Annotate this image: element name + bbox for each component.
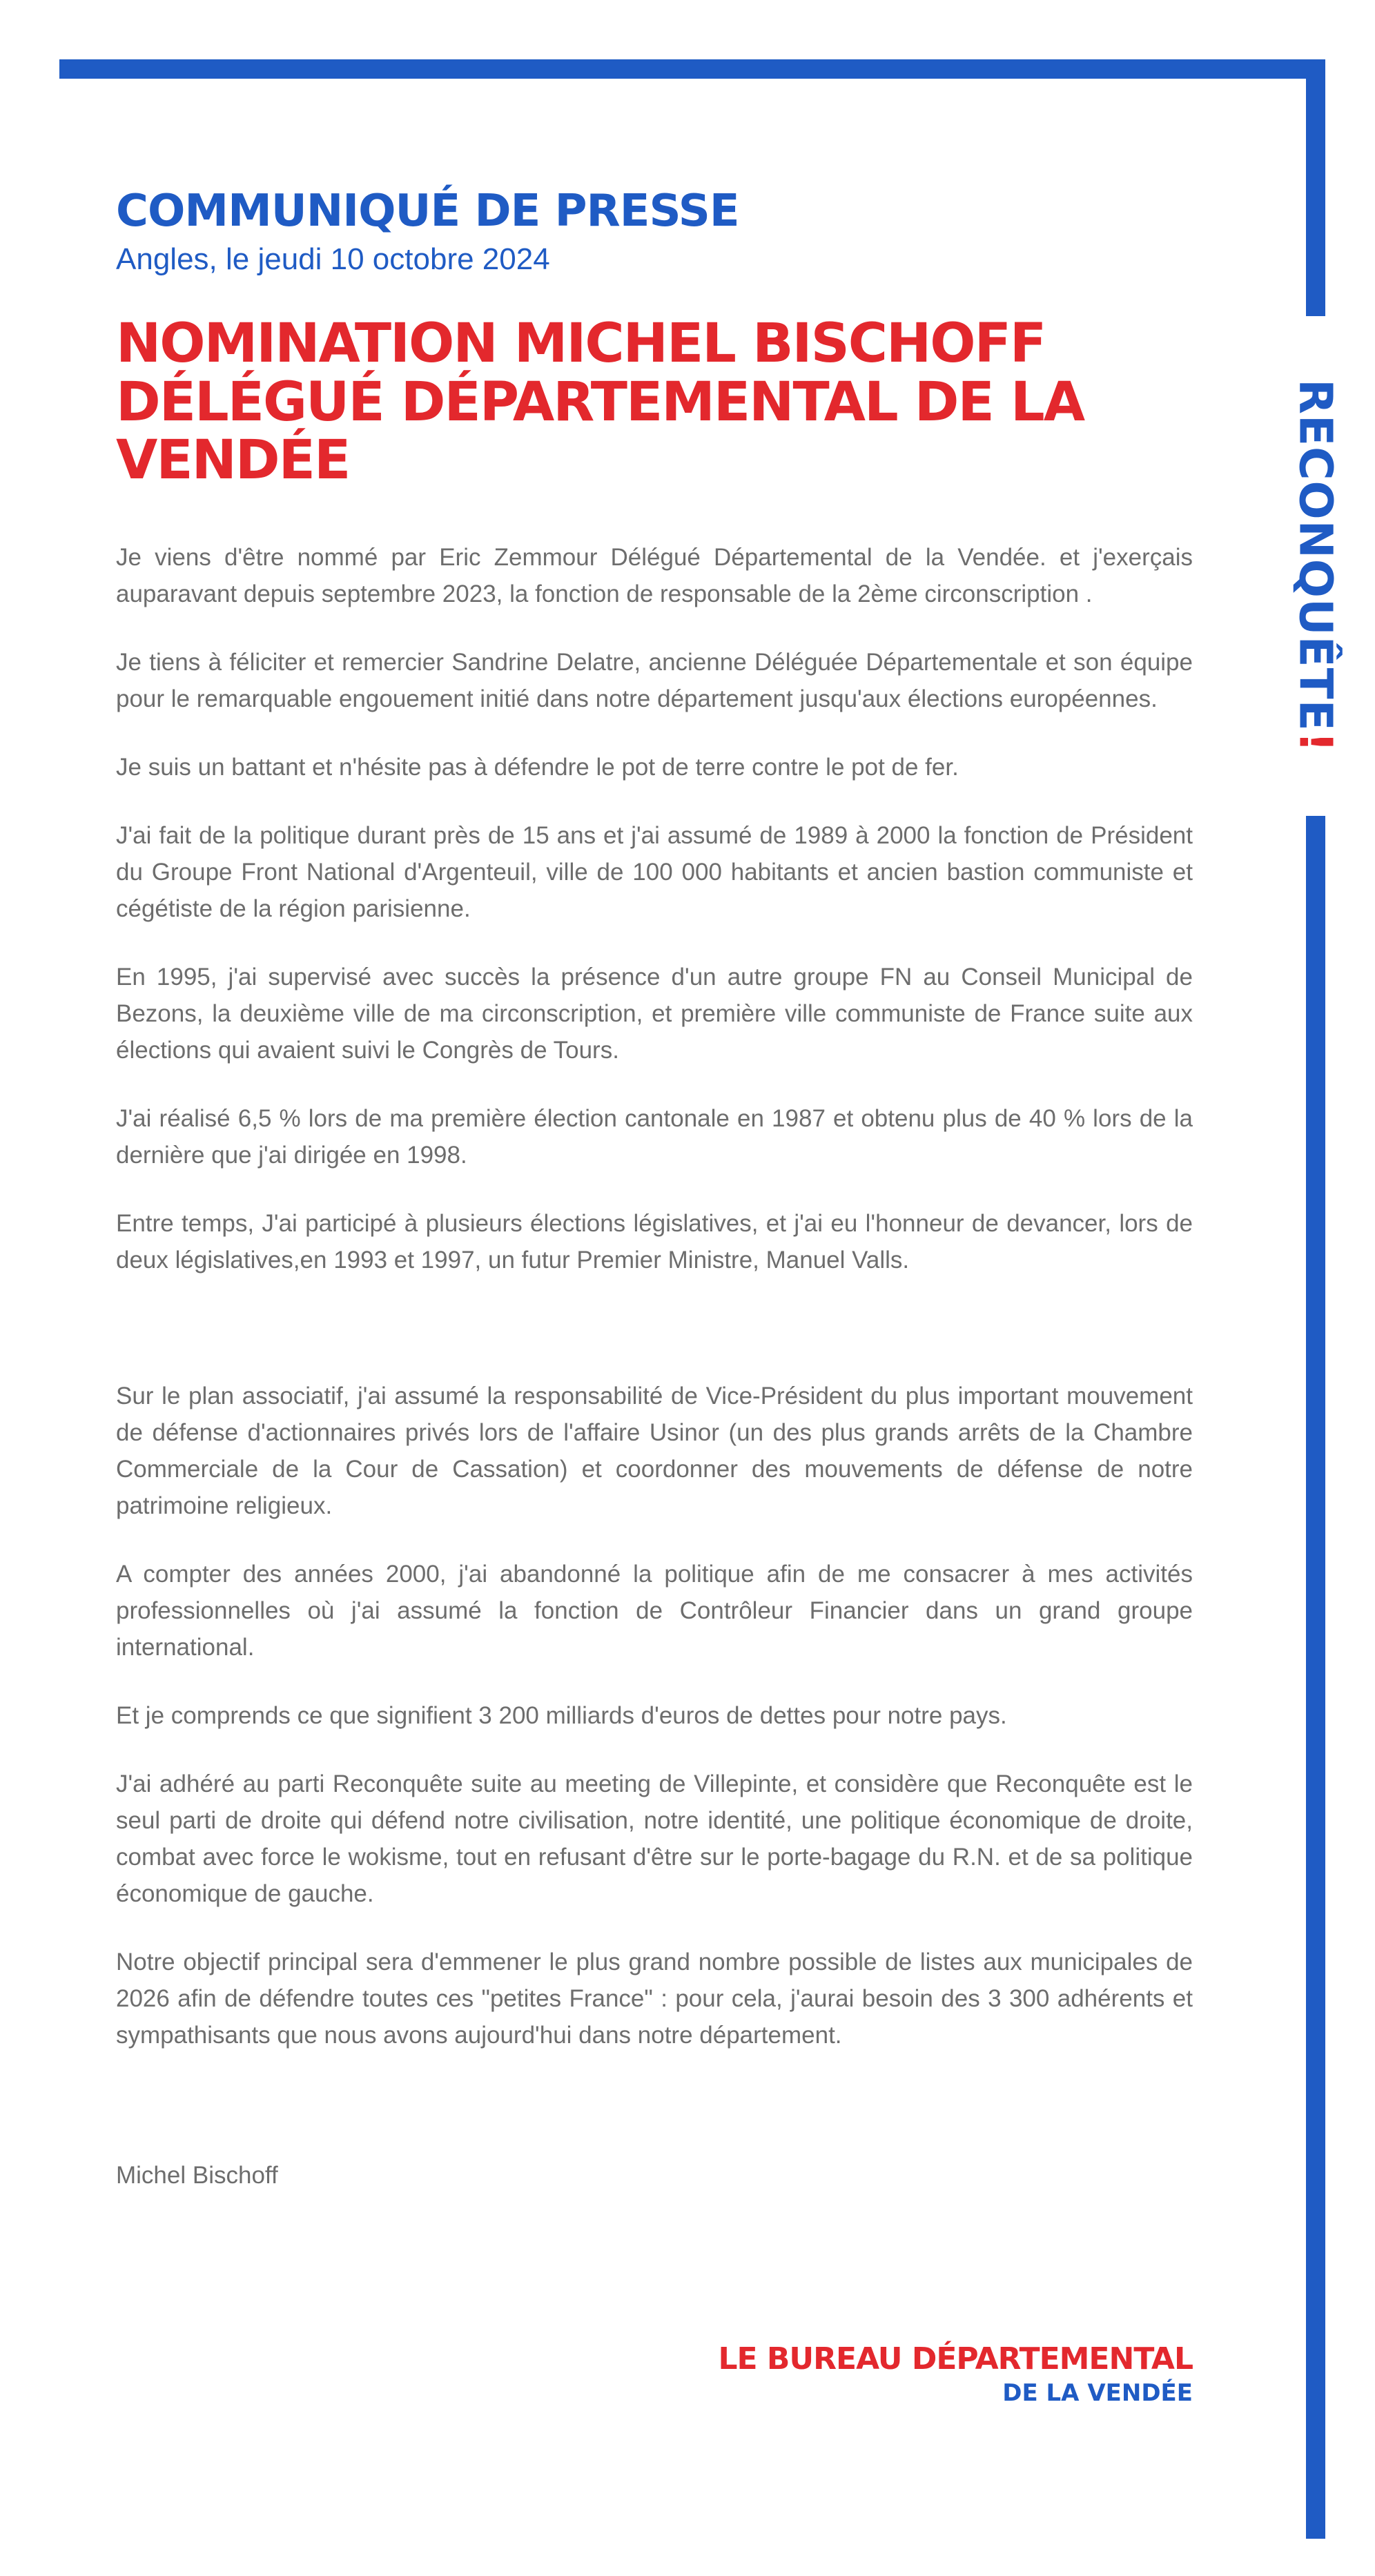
body-text xyxy=(116,539,1193,2053)
brand-name: RECONQUÊTE xyxy=(1289,379,1343,732)
frame-top-bar xyxy=(59,59,1325,79)
title-line: VENDÉE xyxy=(116,429,350,491)
paragraph: J'ai adhéré au parti Reconquête suite au meeting de Villepinte, et considère que Reconquête est le seul parti de droite qui défend notre civilisation, notre identité, une politique économique de droite, combat avec force le wokisme, tout en refusant d'être sur le porte-bagage du R.N. et de sa politique économique de gauche. xyxy=(116,1770,1193,1908)
brand-logo xyxy=(1273,316,1358,816)
paragraph: A compter des années 2000, j'ai abandonné la politique afin de me consacrer à mes activités professionnelles où j'ai assumé la fonction de Contrôleur Financier dans un grand groupe international. xyxy=(116,1561,1193,1661)
paragraph: Sur le plan associatif, j'ai assumé la responsabilité de Vice-Président du plus important mouvement de défense d'actionnaires privés lors de l'affaire Usinor (un des plus grands arrêts de la Chambre Commerciale de la Cour de Cassation) et coordonner des mouvements de défense de notre patrimoine religieux. xyxy=(116,1383,1193,1520)
brand-wordmark xyxy=(1289,379,1343,753)
paragraph: Notre objectif principal sera d'emmener le plus grand nombre possible de listes aux municipales de 2026 afin de défendre toutes ces "petites France" : pour cela, j'aurai besoin des 3 300 adhérents et sympathisants que nous avons aujourd'hui dans notre département. xyxy=(116,1949,1193,2049)
document-heading: COMMUNIQUÉ DE PRESSE xyxy=(116,186,739,237)
signature: Michel Bischoff xyxy=(116,2162,278,2189)
paragraph: J'ai fait de la politique durant près de 15 ans et j'ai assumé de 1989 à 2000 la fonction de Président du Groupe Front National d'Argenteuil, ville de 100 000 habitants et ancien bastion communiste et cégétiste de la région parisienne. xyxy=(116,822,1193,923)
press-release xyxy=(116,186,1193,2194)
footer-bureau: LE BUREAU DÉPARTEMENTAL xyxy=(718,2341,1193,2377)
dateline: Angles, le jeudi 10 octobre 2024 xyxy=(116,242,550,276)
title-line: DÉLÉGUÉ DÉPARTEMENTAL DE LA xyxy=(116,371,1084,433)
paragraph: Je tiens à féliciter et remercier Sandrine Delatre, ancienne Déléguée Départementale et son équipe pour le remarquable engouement initié dans notre département jusqu'aux élections européennes. xyxy=(116,649,1193,713)
paragraph: Je suis un battant et n'hésite pas à défendre le pot de terre contre le pot de fer. xyxy=(116,754,959,781)
frame-right-bar-upper xyxy=(1306,59,1325,316)
paragraph: Et je comprends ce que signifient 3 200 milliards d'euros de dettes pour notre pays. xyxy=(116,1702,1007,1730)
paragraph: En 1995, j'ai supervisé avec succès la présence d'un autre groupe FN au Conseil Municipal de Bezons, la deuxième ville de ma circonscription, et première ville communiste de France suite aux élections qui avaient suivi le Congrès de Tours. xyxy=(116,964,1193,1064)
section-gap xyxy=(116,1310,1193,1378)
frame-right-bar-lower xyxy=(1306,816,1325,2539)
paragraph: J'ai réalisé 6,5 % lors de ma première élection cantonale en 1987 et obtenu plus de 40 % lors de la dernière que j'ai dirigée en 1998. xyxy=(116,1105,1193,1169)
brand-exclamation: ! xyxy=(1289,731,1343,753)
paragraph: Entre temps, J'ai participé à plusieurs élections législatives, et j'ai eu l'honneur de devancer, lors de deux législatives,en 1993 et 1997, un futur Premier Ministre, Manuel Valls. xyxy=(116,1210,1193,1274)
title-line: NOMINATION MICHEL BISCHOFF xyxy=(116,313,1046,375)
footer-signoff xyxy=(668,2341,1193,2408)
announcement-title xyxy=(116,315,1193,489)
footer-department: DE LA VENDÉE xyxy=(1002,2379,1193,2407)
paragraph: Je viens d'être nommé par Eric Zemmour Délégué Départemental de la Vendée. et j'exerçais auparavant depuis septembre 2023, la fonction de responsable de la 2ème circonscription . xyxy=(116,544,1193,608)
